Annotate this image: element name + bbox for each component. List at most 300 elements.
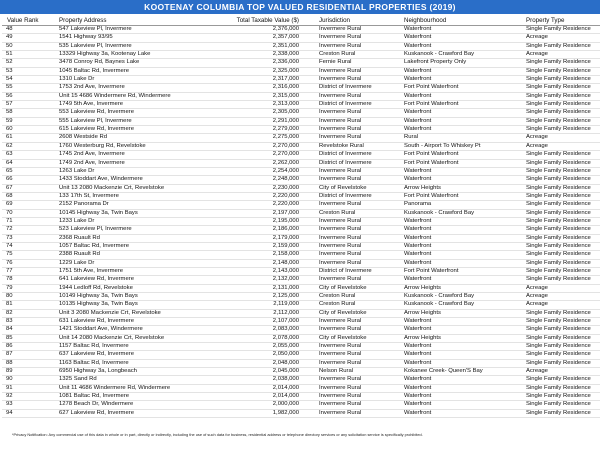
table-row	[2, 234, 600, 242]
cell-value-rank: 77	[6, 267, 13, 274]
cell-neighbourhood: Fort Point Waterfront	[404, 84, 459, 91]
cell-jurisdiction: Invermere Rural	[319, 109, 362, 116]
cell-property-address: 1760 Westerburg Rd, Revelstoke	[59, 142, 146, 149]
cell-total-taxable-value: 2,376,000	[272, 26, 299, 32]
cell-jurisdiction: Creston Rural	[319, 293, 356, 299]
table-row	[2, 167, 600, 175]
cell-neighbourhood: Waterfront	[404, 117, 432, 124]
cell-property-address: 2152 Panorama Dr	[59, 201, 109, 208]
cell-jurisdiction: Invermere Rural	[319, 217, 362, 224]
cell-total-taxable-value: 2,316,000	[272, 84, 299, 91]
column-header-jurisdiction: Jurisdiction	[319, 17, 404, 26]
cell-neighbourhood: Waterfront	[404, 343, 432, 350]
table-row	[2, 192, 600, 200]
cell-property-address: Unit 15 4686 Windermere Rd, Windermere	[59, 92, 171, 99]
table-row	[2, 26, 600, 34]
cell-value-rank: 63	[6, 151, 13, 158]
table-row	[2, 34, 600, 42]
cell-property-address: 10145 Highway 3a, Twin Bays	[59, 209, 138, 216]
cell-property-address: Unit 14 2080 Mackenzie Crt, Revelstoke	[59, 334, 165, 341]
cell-jurisdiction: Invermere Rural	[319, 343, 362, 350]
cell-total-taxable-value: 2,055,000	[272, 343, 299, 350]
cell-property-type: Single Family Residence	[526, 26, 591, 32]
cell-total-taxable-value: 2,270,000	[272, 151, 299, 158]
cell-total-taxable-value: 2,132,000	[272, 276, 299, 283]
table-row	[2, 184, 600, 192]
cell-neighbourhood: Arrow Heights	[404, 309, 441, 316]
cell-property-address: 10149 Highway 3a, Twin Bays	[59, 293, 138, 299]
cell-total-taxable-value: 2,336,000	[272, 59, 299, 66]
cell-property-type: Single Family Residence	[526, 351, 591, 358]
cell-total-taxable-value: 2,351,000	[272, 42, 299, 49]
cell-property-address: 1310 Lake Dr	[59, 76, 95, 83]
cell-neighbourhood: Waterfront	[404, 318, 432, 325]
cell-total-taxable-value: 2,125,000	[272, 293, 299, 299]
cell-property-type: Single Family Residence	[526, 76, 591, 83]
cell-neighbourhood: Arrow Heights	[404, 184, 441, 191]
cell-value-rank: 61	[6, 134, 13, 141]
cell-property-type: Single Family Residence	[526, 167, 591, 174]
cell-total-taxable-value: 2,230,000	[272, 184, 299, 191]
cell-property-address: Unit 3 2080 Mackenzie Crt, Revelstoke	[59, 309, 161, 316]
cell-jurisdiction: Nelson Rural	[319, 368, 354, 375]
cell-total-taxable-value: 2,014,000	[272, 384, 299, 391]
cell-value-rank: 48	[6, 26, 13, 32]
cell-property-type: Single Family Residence	[526, 393, 591, 400]
cell-value-rank: 70	[6, 209, 13, 216]
cell-property-address: 1278 Beach Dr, Windermere	[59, 401, 134, 408]
table-row	[2, 126, 600, 134]
cell-value-rank: 56	[6, 92, 13, 99]
cell-property-address: 1233 Lake Dr	[59, 217, 95, 224]
cell-jurisdiction: Invermere Rural	[319, 259, 362, 266]
cell-jurisdiction: Creston Rural	[319, 51, 356, 58]
cell-total-taxable-value: 2,254,000	[272, 167, 299, 174]
cell-property-address: 1057 Baltac Rd, Invermere	[59, 242, 130, 249]
cell-jurisdiction: District of Invermere	[319, 267, 372, 274]
cell-neighbourhood: Waterfront	[404, 126, 432, 133]
cell-property-address: 615 Lakeview Rd, Invermere	[59, 126, 134, 133]
cell-property-type: Single Family Residence	[526, 334, 591, 341]
cell-property-address: 523 Lakeview Pl, Invermere	[59, 226, 132, 233]
cell-property-address: 547 Lakeview Pl, Invermere	[59, 26, 132, 32]
cell-property-type: Acreage	[526, 34, 548, 41]
cell-neighbourhood: Waterfront	[404, 376, 432, 383]
column-header-property-address: Property Address	[59, 17, 215, 26]
cell-jurisdiction: Invermere Rural	[319, 251, 362, 258]
page-title: KOOTENAY COLUMBIA TOP VALUED RESIDENTIAL PROPERTIES (2019)	[0, 0, 600, 14]
cell-neighbourhood: Kuskanook - Crawford Bay	[404, 209, 475, 216]
cell-value-rank: 67	[6, 184, 13, 191]
table-row	[2, 409, 600, 417]
cell-property-address: 2368 Ruault Rd	[59, 234, 100, 241]
cell-total-taxable-value: 2,050,000	[272, 351, 299, 358]
cell-jurisdiction: Invermere Rural	[319, 234, 362, 241]
cell-jurisdiction: Invermere Rural	[319, 67, 362, 74]
cell-property-type: Single Family Residence	[526, 276, 591, 283]
cell-property-type: Single Family Residence	[526, 217, 591, 224]
cell-neighbourhood: Waterfront	[404, 259, 432, 266]
cell-property-type: Single Family Residence	[526, 326, 591, 333]
cell-total-taxable-value: 2,270,000	[272, 142, 299, 149]
cell-property-address: 627 Lakeview Rd, Invermere	[59, 409, 134, 416]
cell-property-type: Single Family Residence	[526, 59, 591, 66]
cell-jurisdiction: Invermere Rural	[319, 42, 362, 49]
cell-property-type: Single Family Residence	[526, 242, 591, 249]
cell-property-type: Single Family Residence	[526, 201, 591, 208]
column-header-neighbourhood: Neighbourhood	[404, 17, 526, 26]
cell-property-type: Acreage	[526, 301, 548, 308]
cell-value-rank: 93	[6, 401, 13, 408]
cell-total-taxable-value: 2,083,000	[272, 326, 299, 333]
cell-value-rank: 94	[6, 409, 13, 416]
cell-neighbourhood: Waterfront	[404, 351, 432, 358]
table-row	[2, 59, 600, 67]
cell-neighbourhood: Waterfront	[404, 92, 432, 99]
cell-property-type: Single Family Residence	[526, 176, 591, 183]
cell-property-address: 6950 Highway 3a, Longbeach	[59, 368, 137, 375]
table-row	[2, 401, 600, 409]
cell-jurisdiction: Invermere Rural	[319, 242, 362, 249]
cell-property-type: Single Family Residence	[526, 159, 591, 166]
table-row	[2, 393, 600, 401]
cell-property-address: 1753 2nd Ave, Invermere	[59, 84, 125, 91]
cell-value-rank: 50	[6, 42, 13, 49]
cell-neighbourhood: Fort Point Waterfront	[404, 267, 459, 274]
cell-total-taxable-value: 2,048,000	[272, 359, 299, 366]
cell-jurisdiction: Invermere Rural	[319, 318, 362, 325]
cell-jurisdiction: Invermere Rural	[319, 351, 362, 358]
table-row	[2, 101, 600, 109]
cell-jurisdiction: Invermere Rural	[319, 126, 362, 133]
cell-jurisdiction: Invermere Rural	[319, 34, 362, 41]
cell-jurisdiction: District of Invermere	[319, 151, 372, 158]
cell-neighbourhood: Waterfront	[404, 34, 432, 41]
cell-total-taxable-value: 2,262,000	[272, 159, 299, 166]
cell-property-type: Single Family Residence	[526, 84, 591, 91]
cell-property-address: 10135 Highway 3a, Twin Bays	[59, 301, 138, 308]
table-header	[2, 17, 600, 26]
cell-property-address: 1421 Stoddart Ave, Windermere	[59, 326, 143, 333]
cell-property-type: Single Family Residence	[526, 192, 591, 199]
cell-total-taxable-value: 2,195,000	[272, 217, 299, 224]
cell-value-rank: 53	[6, 67, 13, 74]
cell-value-rank: 80	[6, 293, 13, 299]
cell-value-rank: 68	[6, 192, 13, 199]
cell-jurisdiction: Invermere Rural	[319, 276, 362, 283]
cell-jurisdiction: District of Invermere	[319, 192, 372, 199]
cell-value-rank: 58	[6, 109, 13, 116]
cell-total-taxable-value: 2,045,000	[272, 368, 299, 375]
cell-property-type: Single Family Residence	[526, 267, 591, 274]
cell-value-rank: 64	[6, 159, 13, 166]
cell-neighbourhood: Waterfront	[404, 226, 432, 233]
cell-jurisdiction: Invermere Rural	[319, 226, 362, 233]
cell-value-rank: 72	[6, 226, 13, 233]
cell-jurisdiction: Fernie Rural	[319, 59, 352, 66]
table-row	[2, 376, 600, 384]
cell-value-rank: 83	[6, 318, 13, 325]
cell-neighbourhood: Waterfront	[404, 234, 432, 241]
cell-neighbourhood: Fort Point Waterfront	[404, 151, 459, 158]
cell-total-taxable-value: 2,148,000	[272, 259, 299, 266]
cell-property-address: 637 Lakeview Rd, Invermere	[59, 351, 134, 358]
table-row	[2, 284, 600, 292]
table-row	[2, 201, 600, 209]
cell-neighbourhood: Kuskanook - Crawford Bay	[404, 293, 475, 299]
cell-total-taxable-value: 2,325,000	[272, 67, 299, 74]
cell-jurisdiction: Invermere Rural	[319, 384, 362, 391]
cell-property-type: Acreage	[526, 134, 548, 141]
table-row	[2, 259, 600, 267]
cell-property-address: 1749 5th Ave, Invermere	[59, 101, 124, 108]
cell-property-type: Single Family Residence	[526, 376, 591, 383]
cell-total-taxable-value: 2,291,000	[272, 117, 299, 124]
cell-value-rank: 52	[6, 59, 13, 66]
table-row	[2, 217, 600, 225]
cell-total-taxable-value: 2,275,000	[272, 134, 299, 141]
cell-value-rank: 69	[6, 201, 13, 208]
cell-property-address: 13329 Highway 3a, Kootenay Lake	[59, 51, 151, 58]
cell-neighbourhood: Kuskanook - Crawford Bay	[404, 51, 475, 58]
cell-jurisdiction: Creston Rural	[319, 301, 356, 308]
cell-property-type: Acreage	[526, 142, 548, 149]
cell-total-taxable-value: 2,338,000	[272, 51, 299, 58]
table-row	[2, 276, 600, 284]
cell-jurisdiction: Invermere Rural	[319, 393, 362, 400]
cell-neighbourhood: Waterfront	[404, 359, 432, 366]
table-row	[2, 242, 600, 250]
cell-property-type: Single Family Residence	[526, 409, 591, 416]
cell-jurisdiction: District of Invermere	[319, 84, 372, 91]
cell-jurisdiction: Invermere Rural	[319, 117, 362, 124]
cell-neighbourhood: Waterfront	[404, 67, 432, 74]
cell-neighbourhood: Waterfront	[404, 251, 432, 258]
cell-total-taxable-value: 2,186,000	[272, 226, 299, 233]
cell-value-rank: 90	[6, 376, 13, 383]
cell-value-rank: 75	[6, 251, 13, 258]
cell-total-taxable-value: 2,119,000	[273, 301, 299, 308]
table-row	[2, 176, 600, 184]
cell-value-rank: 74	[6, 242, 13, 249]
cell-property-address: 535 Lakeview Pl, Invermere	[59, 42, 132, 49]
cell-property-type: Single Family Residence	[526, 309, 591, 316]
cell-property-type: Single Family Residence	[526, 126, 591, 133]
table-row	[2, 326, 600, 334]
cell-property-address: 1081 Baltac Rd, Invermere	[59, 393, 130, 400]
cell-property-type: Single Family Residence	[526, 259, 591, 266]
cell-total-taxable-value: 2,357,000	[272, 34, 299, 41]
cell-total-taxable-value: 2,131,000	[272, 284, 299, 291]
cell-total-taxable-value: 2,220,000	[272, 192, 299, 199]
cell-value-rank: 84	[6, 326, 13, 333]
cell-property-address: 1229 Lake Dr	[59, 259, 95, 266]
cell-neighbourhood: Waterfront	[404, 326, 432, 333]
cell-value-rank: 86	[6, 343, 13, 350]
cell-value-rank: 82	[6, 309, 13, 316]
cell-value-rank: 76	[6, 259, 13, 266]
cell-neighbourhood: Waterfront	[404, 276, 432, 283]
cell-total-taxable-value: 2,143,000	[272, 267, 299, 274]
table-row	[2, 134, 600, 142]
table-row	[2, 117, 600, 125]
property-table	[2, 17, 600, 418]
cell-property-address: 1745 2nd Ave, Invermere	[59, 151, 125, 158]
cell-value-rank: 71	[6, 217, 13, 224]
cell-property-type: Single Family Residence	[526, 318, 591, 325]
cell-jurisdiction: Invermere Rural	[319, 134, 362, 141]
table-row	[2, 334, 600, 342]
cell-total-taxable-value: 2,197,000	[272, 209, 299, 216]
cell-jurisdiction: Invermere Rural	[319, 176, 362, 183]
cell-property-type: Single Family Residence	[526, 184, 591, 191]
cell-property-address: 631 Lakeview Rd, Invermere	[59, 318, 134, 325]
cell-value-rank: 73	[6, 234, 13, 241]
cell-total-taxable-value: 2,159,000	[272, 242, 299, 249]
cell-neighbourhood: Kuskanook - Crawford Bay	[404, 301, 475, 308]
cell-neighbourhood: Fort Point Waterfront	[404, 101, 459, 108]
cell-jurisdiction: Invermere Rural	[319, 326, 362, 333]
cell-property-address: 1433 Stoddart Ave, Windermere	[59, 176, 143, 183]
cell-jurisdiction: District of Invermere	[319, 159, 372, 166]
cell-property-address: Unit 13 2080 Mackenzie Crt, Revelstoke	[59, 184, 165, 191]
cell-neighbourhood: Kokanee Creek- Queen'S Bay	[404, 368, 483, 375]
cell-neighbourhood: Waterfront	[404, 26, 432, 32]
cell-property-type: Single Family Residence	[526, 92, 591, 99]
cell-neighbourhood: Waterfront	[404, 384, 432, 391]
cell-value-rank: 55	[6, 84, 13, 91]
table-row	[2, 84, 600, 92]
cell-value-rank: 60	[6, 126, 13, 133]
cell-value-rank: 66	[6, 176, 13, 183]
table-row	[2, 51, 600, 59]
cell-value-rank: 78	[6, 276, 13, 283]
cell-neighbourhood: Fort Point Waterfront	[404, 192, 459, 199]
cell-neighbourhood: Lakefront Property Only	[404, 59, 467, 66]
cell-property-address: 133 17th St, Invermere	[59, 192, 119, 199]
cell-property-address: 1163 Baltac Rd, Invermere	[59, 359, 129, 366]
cell-property-address: 1263 Lake Dr	[59, 167, 95, 174]
cell-neighbourhood: Waterfront	[404, 176, 432, 183]
cell-value-rank: 85	[6, 334, 13, 341]
cell-total-taxable-value: 2,112,000	[273, 309, 299, 316]
cell-jurisdiction: Invermere Rural	[319, 401, 362, 408]
cell-property-type: Single Family Residence	[526, 234, 591, 241]
column-header-total-taxable-value: Total Taxable Value ($)	[215, 17, 319, 26]
cell-total-taxable-value: 2,317,000	[272, 76, 299, 83]
cell-property-type: Single Family Residence	[526, 67, 591, 74]
cell-property-address: 641 Lakeview Rd, Invermere	[59, 276, 134, 283]
cell-property-type: Acreage	[526, 293, 548, 299]
cell-jurisdiction: City of Revelstoke	[319, 184, 367, 191]
cell-value-rank: 87	[6, 351, 13, 358]
cell-property-type: Single Family Residence	[526, 343, 591, 350]
table-row	[2, 267, 600, 275]
cell-value-rank: 51	[6, 51, 13, 58]
cell-total-taxable-value: 2,014,000	[272, 393, 299, 400]
cell-neighbourhood: Waterfront	[404, 393, 432, 400]
cell-jurisdiction: Invermere Rural	[319, 167, 362, 174]
cell-jurisdiction: Invermere Rural	[319, 359, 362, 366]
cell-property-type: Acreage	[526, 284, 548, 291]
cell-total-taxable-value: 2,038,000	[272, 376, 299, 383]
cell-value-rank: 65	[6, 167, 13, 174]
table-row	[2, 309, 600, 317]
cell-property-type: Single Family Residence	[526, 209, 591, 216]
cell-value-rank: 89	[6, 368, 13, 375]
cell-total-taxable-value: 2,220,000	[272, 201, 299, 208]
table-row	[2, 301, 600, 309]
cell-neighbourhood: Rural	[404, 134, 419, 141]
cell-neighbourhood: Waterfront	[404, 42, 432, 49]
cell-jurisdiction: Invermere Rural	[319, 76, 362, 83]
cell-total-taxable-value: 2,078,000	[272, 334, 299, 341]
cell-value-rank: 88	[6, 359, 13, 366]
table-row	[2, 109, 600, 117]
cell-value-rank: 54	[6, 76, 13, 83]
cell-neighbourhood: South - Airport To Whiskey Pt	[404, 142, 481, 149]
cell-jurisdiction: Creston Rural	[319, 209, 356, 216]
cell-neighbourhood: Waterfront	[404, 217, 432, 224]
cell-property-address: 1749 2nd Ave, Invermere	[59, 159, 125, 166]
cell-property-address: 1157 Baltac Rd, Invermere	[59, 343, 129, 350]
cell-jurisdiction: City of Revelstoke	[319, 309, 367, 316]
cell-property-address: 2608 Westside Rd	[59, 134, 108, 141]
cell-total-taxable-value: 2,279,000	[272, 126, 299, 133]
cell-value-rank: 91	[6, 384, 13, 391]
cell-value-rank: 79	[6, 284, 13, 291]
table-row	[2, 368, 600, 376]
cell-value-rank: 92	[6, 393, 13, 400]
cell-property-type: Acreage	[526, 368, 548, 375]
cell-value-rank: 81	[6, 301, 13, 308]
table-row	[2, 293, 600, 301]
cell-jurisdiction: Invermere Rural	[319, 409, 362, 416]
cell-jurisdiction: City of Revelstoke	[319, 284, 367, 291]
cell-jurisdiction: Invermere Rural	[319, 201, 362, 208]
cell-value-rank: 49	[6, 34, 13, 41]
table-row	[2, 226, 600, 234]
cell-neighbourhood: Waterfront	[404, 242, 432, 249]
cell-property-address: Unit 11 4686 Windermere Rd, Windermere	[59, 384, 171, 391]
cell-property-address: 1325 Sand Rd	[59, 376, 97, 383]
cell-property-type: Single Family Residence	[526, 384, 591, 391]
table-row	[2, 67, 600, 75]
table-row	[2, 159, 600, 167]
cell-neighbourhood: Waterfront	[404, 409, 432, 416]
cell-total-taxable-value: 2,313,000	[272, 101, 299, 108]
cell-total-taxable-value: 2,305,000	[272, 109, 299, 116]
table-row	[2, 351, 600, 359]
cell-property-address: 1944 Ledloff Rd, Revelstoke	[59, 284, 133, 291]
cell-property-type: Single Family Residence	[526, 117, 591, 124]
cell-neighbourhood: Panorama	[404, 201, 432, 208]
cell-property-address: 553 Lakeview Rd, Invermere	[59, 109, 134, 116]
cell-total-taxable-value: 2,107,000	[272, 318, 299, 325]
cell-property-type: Single Family Residence	[526, 226, 591, 233]
cell-property-type: Single Family Residence	[526, 42, 591, 49]
cell-total-taxable-value: 1,982,000	[272, 409, 299, 416]
cell-property-address: 1751 5th Ave, Invermere	[59, 267, 124, 274]
cell-total-taxable-value: 2,000,000	[272, 401, 299, 408]
cell-neighbourhood: Arrow Heights	[404, 284, 441, 291]
cell-jurisdiction: Revelstoke Rural	[319, 142, 364, 149]
cell-neighbourhood: Arrow Heights	[404, 334, 441, 341]
table-body	[2, 26, 600, 418]
cell-jurisdiction: Invermere Rural	[319, 92, 362, 99]
cell-value-rank: 62	[6, 142, 13, 149]
cell-value-rank: 57	[6, 101, 13, 108]
